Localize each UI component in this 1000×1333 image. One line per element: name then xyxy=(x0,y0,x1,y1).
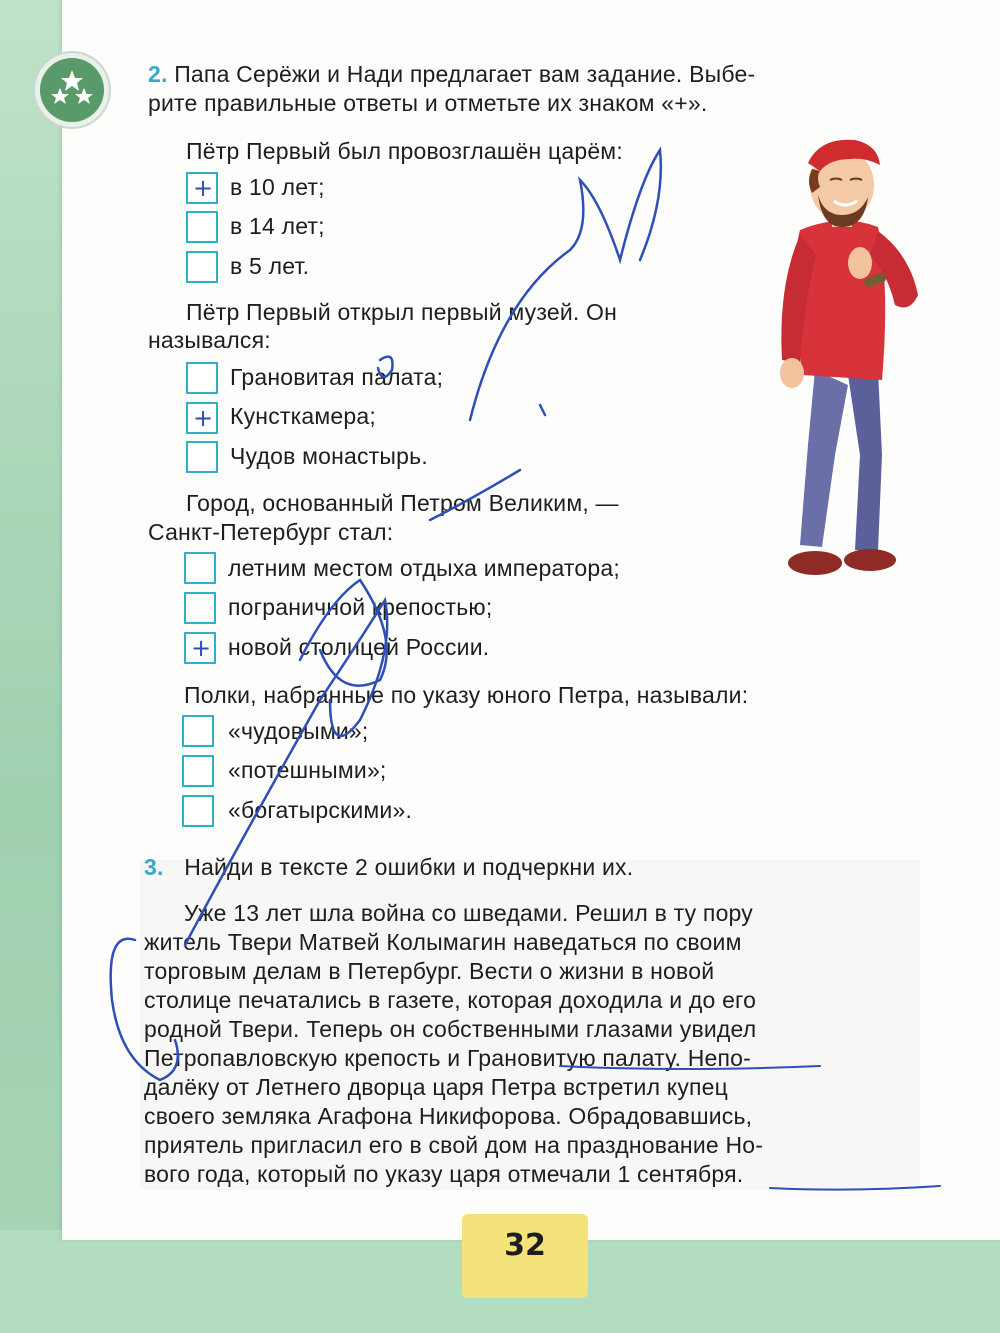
checkbox-q1-opt3[interactable] xyxy=(186,251,218,283)
question-1-text: Пётр Первый был провозглашён царём: xyxy=(186,138,623,164)
stars-badge-icon xyxy=(40,58,104,122)
question-2-text-1: Пётр Первый открыл первый музей. Он xyxy=(186,299,618,325)
checkbox-q1-opt2[interactable] xyxy=(186,211,218,243)
option-label: «чудовыми»; xyxy=(228,718,369,744)
task2-line1 xyxy=(148,61,755,88)
option-label: Кунсткамера; xyxy=(230,403,376,429)
question-3-text-1: Город, основанный Петром Великим, — xyxy=(186,490,619,516)
option-label: в 10 лет; xyxy=(230,174,325,200)
option-label: в 14 лет; xyxy=(230,213,325,239)
option-label: «богатырскими». xyxy=(228,797,413,823)
character-illustration xyxy=(760,135,940,585)
plus-mark: + xyxy=(190,634,212,662)
option-label: Чудов монастырь. xyxy=(230,443,428,469)
option-label: «потешными»; xyxy=(228,757,387,783)
task3-text-line: житель Твери Матвей Колымагин наведаться по своим xyxy=(144,929,742,955)
task3-text-line: далёку от Летнего дворца царя Петра встретил купец xyxy=(144,1074,729,1100)
checkbox-q4-opt1[interactable] xyxy=(182,715,214,747)
task3-text-line: родной Твери. Теперь он собственными глазами увидел xyxy=(144,1016,757,1042)
option-label: пограничной крепостью; xyxy=(228,594,493,620)
option-label: летним местом отдыха императора; xyxy=(228,555,620,581)
plus-mark: + xyxy=(192,404,214,432)
task3-text-line: Петропавловскую крепость и Грановитую палату. Непо- xyxy=(144,1045,752,1071)
task2-intro-2: рите правильные ответы и отметьте их знаком «+». xyxy=(148,90,708,116)
task3-text-line: столице печатались в газете, которая доходила и до его xyxy=(144,987,757,1013)
task3-text-line: вого года, который по указу царя отмечали 1 сентября. xyxy=(144,1161,744,1187)
checkbox-q2-opt3[interactable] xyxy=(186,441,218,473)
task2-number: 2. xyxy=(148,61,168,87)
option-label: в 5 лет. xyxy=(230,253,310,279)
task3-number: 3. xyxy=(144,854,164,880)
checkbox-q4-opt3[interactable] xyxy=(182,795,214,827)
page-number: 32 xyxy=(504,1228,546,1263)
question-2-text-2: назывался: xyxy=(148,327,271,353)
checkbox-q3-opt1[interactable] xyxy=(184,552,216,584)
task3-header xyxy=(144,854,633,881)
task3-text-line: Уже 13 лет шла война со шведами. Решил в ту пору xyxy=(184,900,753,926)
question-4-text: Полки, набранные по указу юного Петра, называли: xyxy=(184,682,749,708)
task3-text-line: приятель пригласил его в свой дом на празднование Но- xyxy=(144,1132,764,1158)
page-number-tab xyxy=(462,1214,588,1298)
task3-text-line: своего земляка Агафона Никифорова. Обрадовавшись, xyxy=(144,1103,753,1129)
option-label: новой столицей России. xyxy=(228,634,490,660)
plus-mark: + xyxy=(192,174,214,202)
task3-text-line: торговым делам в Петербург. Вести о жизни в новой xyxy=(144,958,715,984)
task2-intro-1: Папа Серёжи и Нади предлагает вам задание. Выбе- xyxy=(174,61,756,87)
checkbox-q4-opt2[interactable] xyxy=(182,755,214,787)
checkbox-q3-opt3[interactable] xyxy=(184,632,216,664)
task3-instruction: Найди в тексте 2 ошибки и подчеркни их. xyxy=(184,854,634,880)
option-label: Грановитая палата; xyxy=(230,364,444,390)
checkbox-q1-opt1[interactable] xyxy=(186,172,218,204)
checkbox-q2-opt1[interactable] xyxy=(186,362,218,394)
question-3-text-2: Санкт-Петербург стал: xyxy=(148,519,394,545)
left-margin-decoration xyxy=(0,0,70,1333)
checkbox-q2-opt2[interactable] xyxy=(186,402,218,434)
checkbox-q3-opt2[interactable] xyxy=(184,592,216,624)
